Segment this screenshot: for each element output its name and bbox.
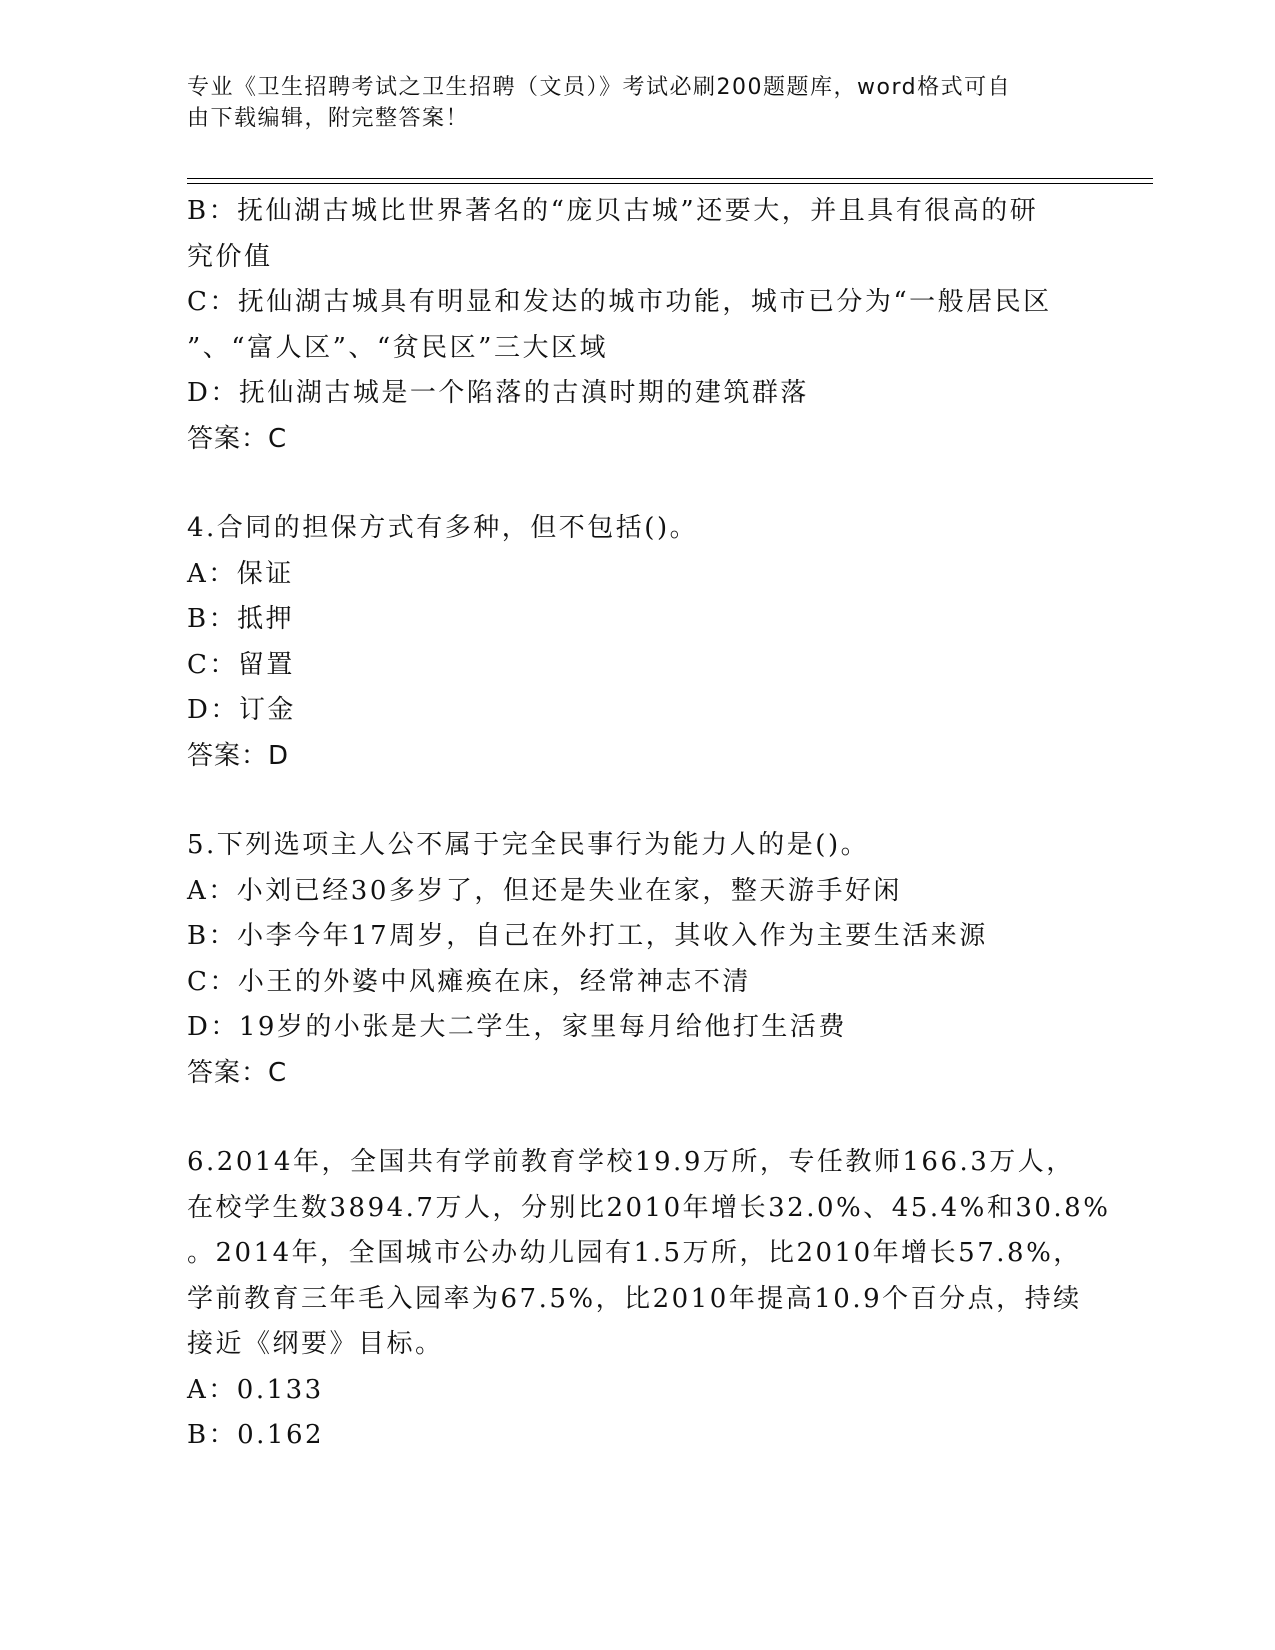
question-3-block bbox=[187, 189, 1087, 462]
q4-option-a: A：保证 bbox=[187, 558, 294, 589]
document-header bbox=[187, 72, 1067, 134]
q6-option-b: B：0.162 bbox=[187, 1420, 325, 1450]
q5-option-d: D：19岁的小张是大二学生，家里每月给他打生活费 bbox=[187, 1012, 847, 1042]
q6-question-line-1: 6.2014年，全国共有学前教育学校19.9万所，专任教师166.3万人， bbox=[187, 1147, 1075, 1177]
spacer bbox=[187, 1096, 1087, 1140]
question-6-block bbox=[187, 1140, 1111, 1459]
q4-answer: 答案：D bbox=[187, 740, 290, 771]
q6-option-a: A：0.133 bbox=[187, 1374, 324, 1405]
q6-question-line-2: 在校学生数3894.7万人，分别比2010年增长32.0%、45.4%和30.8% bbox=[187, 1192, 1111, 1223]
q5-option-b: B：小李今年17周岁，自己在外打工，其收入作为主要生活来源 bbox=[187, 921, 988, 951]
q4-question: 4.合同的担保方式有多种，但不包括()。 bbox=[187, 513, 699, 543]
q3-answer: 答案：C bbox=[187, 423, 288, 454]
q3-option-b-line-1: B：抚仙湖古城比世界著名的“庞贝古城”还要大，并且具有很高的研 bbox=[187, 196, 1039, 226]
q4-option-c: C：留置 bbox=[187, 649, 295, 680]
q6-question-line-3: 。2014年，全国城市公办幼儿园有1.5万所，比2010年增长57.8%， bbox=[187, 1238, 1082, 1268]
q5-answer: 答案：C bbox=[187, 1057, 288, 1088]
q3-option-d: D：抚仙湖古城是一个陷落的古滇时期的建筑群落 bbox=[187, 378, 809, 408]
spacer bbox=[187, 779, 1087, 823]
q5-option-c: C：小王的外婆中风瘫痪在床，经常神志不清 bbox=[187, 966, 751, 997]
q5-question: 5.下列选项主人公不属于完全民事行为能力人的是()。 bbox=[187, 830, 870, 860]
header-line-1: 专业《卫生招聘考试之卫生招聘（文员）》考试必刷200题题库，word格式可自 bbox=[187, 75, 1012, 100]
spacer bbox=[187, 462, 1087, 506]
q5-option-a: A：小刘已经30多岁了，但还是失业在家，整天游手好闲 bbox=[187, 875, 902, 906]
question-4-block bbox=[187, 506, 1087, 779]
q6-question-line-5: 接近《纲要》目标。 bbox=[187, 1329, 444, 1359]
document-body bbox=[187, 189, 1111, 1459]
header-line-2: 由下载编辑，附完整答案！ bbox=[187, 106, 470, 131]
q6-question-line-4: 学前教育三年毛入园率为67.5%，比2010年提高10.9个百分点，持续 bbox=[187, 1283, 1082, 1314]
q4-option-d: D：订金 bbox=[187, 695, 296, 725]
q4-option-b: B：抵押 bbox=[187, 604, 295, 634]
q3-option-c-line-1: C：抚仙湖古城具有明显和发达的城市功能，城市已分为“一般居民区 bbox=[187, 287, 1052, 317]
header-rule-bottom bbox=[187, 183, 1153, 184]
question-5-block bbox=[187, 823, 1087, 1096]
header-rule-top bbox=[187, 178, 1153, 179]
q3-option-c-line-2: ”、“富人区”、“贫民区”三大区域 bbox=[187, 332, 608, 363]
q3-option-b-line-2: 究价值 bbox=[187, 241, 273, 272]
